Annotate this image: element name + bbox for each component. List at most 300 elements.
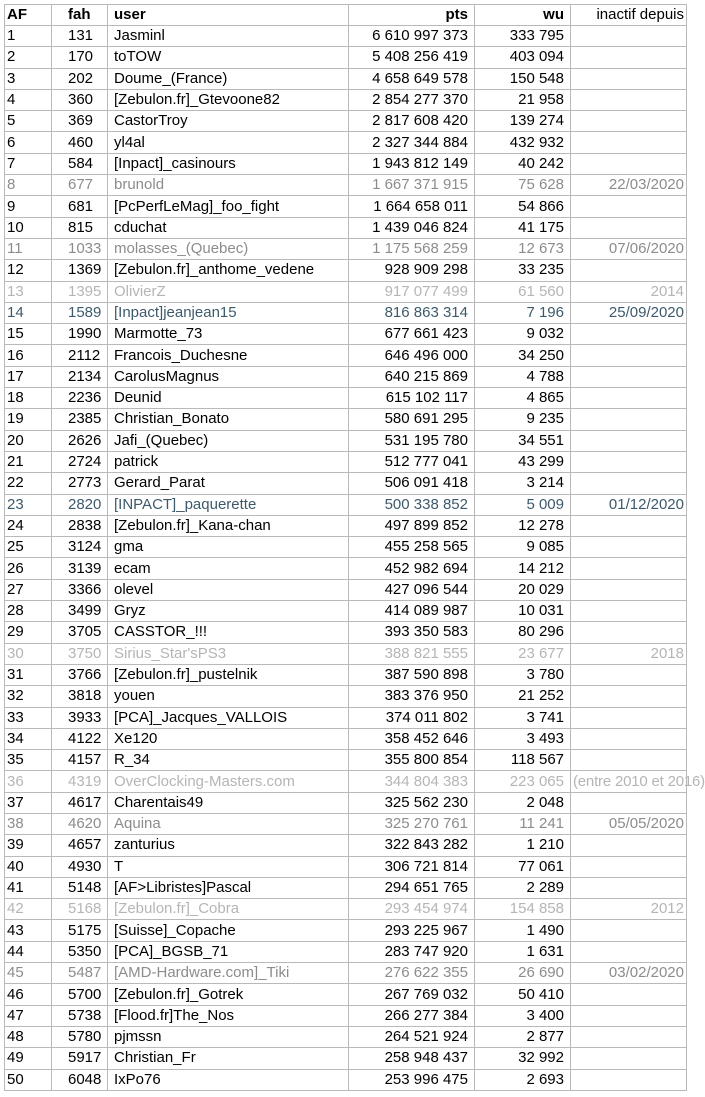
cell-af: 23 xyxy=(5,494,52,515)
cell-fah: 4620 xyxy=(52,813,108,834)
cell-wu: 75 628 xyxy=(475,175,571,196)
table-row xyxy=(5,366,687,387)
cell-wu: 139 274 xyxy=(475,111,571,132)
table-row xyxy=(5,47,687,68)
table-row xyxy=(5,473,687,494)
cell-pts: 677 661 423 xyxy=(349,324,475,345)
cell-inactive-since xyxy=(571,366,687,387)
cell-user: Jasminl xyxy=(108,26,349,47)
cell-inactive-since xyxy=(571,1069,687,1090)
cell-af: 27 xyxy=(5,579,52,600)
cell-inactive-since xyxy=(571,1048,687,1069)
cell-wu: 33 235 xyxy=(475,260,571,281)
cell-fah: 584 xyxy=(52,153,108,174)
cell-user: [PcPerfLeMag]_foo_fight xyxy=(108,196,349,217)
cell-pts: 928 909 298 xyxy=(349,260,475,281)
cell-fah: 3750 xyxy=(52,643,108,664)
cell-inactive-since xyxy=(571,196,687,217)
cell-user: Francois_Duchesne xyxy=(108,345,349,366)
cell-wu: 223 065 xyxy=(475,771,571,792)
cell-pts: 4 658 649 578 xyxy=(349,68,475,89)
table-row xyxy=(5,835,687,856)
table-header xyxy=(5,5,687,26)
cell-fah: 1395 xyxy=(52,281,108,302)
cell-user: OverClocking-Masters.com xyxy=(108,771,349,792)
cell-fah: 4930 xyxy=(52,856,108,877)
cell-fah: 4157 xyxy=(52,750,108,771)
cell-pts: 267 769 032 xyxy=(349,984,475,1005)
cell-af: 21 xyxy=(5,451,52,472)
cell-inactive-since xyxy=(571,601,687,622)
table-row xyxy=(5,750,687,771)
cell-wu: 333 795 xyxy=(475,26,571,47)
table-row xyxy=(5,388,687,409)
cell-inactive-since xyxy=(571,515,687,536)
cell-fah: 4617 xyxy=(52,792,108,813)
cell-user: Doume_(France) xyxy=(108,68,349,89)
cell-af: 42 xyxy=(5,899,52,920)
cell-fah: 2626 xyxy=(52,430,108,451)
cell-pts: 374 011 802 xyxy=(349,707,475,728)
cell-af: 4 xyxy=(5,89,52,110)
cell-user: olevel xyxy=(108,579,349,600)
cell-fah: 3124 xyxy=(52,537,108,558)
cell-pts: 306 721 814 xyxy=(349,856,475,877)
table-row xyxy=(5,494,687,515)
table-row xyxy=(5,984,687,1005)
cell-inactive-since xyxy=(571,47,687,68)
cell-pts: 2 817 608 420 xyxy=(349,111,475,132)
cell-wu: 21 958 xyxy=(475,89,571,110)
cell-inactive-since xyxy=(571,89,687,110)
cell-wu: 26 690 xyxy=(475,963,571,984)
cell-user: CastorTroy xyxy=(108,111,349,132)
cell-fah: 131 xyxy=(52,26,108,47)
cell-af: 6 xyxy=(5,132,52,153)
cell-user: [AMD-Hardware.com]_Tiki xyxy=(108,963,349,984)
cell-wu: 9 235 xyxy=(475,409,571,430)
cell-af: 31 xyxy=(5,664,52,685)
cell-user: Christian_Fr xyxy=(108,1048,349,1069)
cell-fah: 5700 xyxy=(52,984,108,1005)
cell-fah: 5738 xyxy=(52,1005,108,1026)
cell-wu: 3 214 xyxy=(475,473,571,494)
cell-user: [Zebulon.fr]_Kana-chan xyxy=(108,515,349,536)
cell-inactive-since xyxy=(571,579,687,600)
cell-pts: 383 376 950 xyxy=(349,686,475,707)
cell-inactive-since xyxy=(571,345,687,366)
cell-af: 7 xyxy=(5,153,52,174)
cell-wu: 2 693 xyxy=(475,1069,571,1090)
cell-user: patrick xyxy=(108,451,349,472)
cell-inactive-since xyxy=(571,409,687,430)
cell-fah: 3499 xyxy=(52,601,108,622)
cell-user: [PCA]_BGSB_71 xyxy=(108,941,349,962)
table-row xyxy=(5,579,687,600)
cell-user: yl4al xyxy=(108,132,349,153)
table-row xyxy=(5,792,687,813)
cell-user: Jafi_(Quebec) xyxy=(108,430,349,451)
cell-pts: 646 496 000 xyxy=(349,345,475,366)
cell-pts: 387 590 898 xyxy=(349,664,475,685)
cell-inactive-since: 07/06/2020 xyxy=(571,238,687,259)
table-row xyxy=(5,430,687,451)
cell-fah: 815 xyxy=(52,217,108,238)
cell-fah: 2385 xyxy=(52,409,108,430)
cell-wu: 3 741 xyxy=(475,707,571,728)
table-row xyxy=(5,260,687,281)
cell-wu: 61 560 xyxy=(475,281,571,302)
cell-fah: 677 xyxy=(52,175,108,196)
table-row xyxy=(5,281,687,302)
cell-pts: 358 452 646 xyxy=(349,728,475,749)
table-body xyxy=(5,26,705,1091)
cell-wu: 403 094 xyxy=(475,47,571,68)
cell-af: 9 xyxy=(5,196,52,217)
cell-wu: 54 866 xyxy=(475,196,571,217)
cell-user: brunold xyxy=(108,175,349,196)
cell-pts: 294 651 765 xyxy=(349,877,475,898)
cell-pts: 283 747 920 xyxy=(349,941,475,962)
cell-wu: 12 673 xyxy=(475,238,571,259)
cell-af: 32 xyxy=(5,686,52,707)
cell-user: Sirius_Star'sPS3 xyxy=(108,643,349,664)
cell-wu: 432 932 xyxy=(475,132,571,153)
cell-wu: 14 212 xyxy=(475,558,571,579)
table-row xyxy=(5,664,687,685)
cell-inactive-since xyxy=(571,451,687,472)
cell-wu: 9 032 xyxy=(475,324,571,345)
cell-wu: 21 252 xyxy=(475,686,571,707)
cell-af: 16 xyxy=(5,345,52,366)
cell-user: ecam xyxy=(108,558,349,579)
cell-wu: 154 858 xyxy=(475,899,571,920)
table-row xyxy=(5,238,687,259)
cell-user: zanturius xyxy=(108,835,349,856)
table-row xyxy=(5,963,687,984)
cell-inactive-since xyxy=(571,707,687,728)
cell-inactive-since: 03/02/2020 xyxy=(571,963,687,984)
cell-af: 8 xyxy=(5,175,52,196)
cell-pts: 393 350 583 xyxy=(349,622,475,643)
cell-pts: 6 610 997 373 xyxy=(349,26,475,47)
cell-af: 47 xyxy=(5,1005,52,1026)
cell-wu: 7 196 xyxy=(475,302,571,323)
cell-wu: 2 289 xyxy=(475,877,571,898)
cell-af: 44 xyxy=(5,941,52,962)
cell-fah: 5148 xyxy=(52,877,108,898)
cell-fah: 5175 xyxy=(52,920,108,941)
cell-pts: 414 089 987 xyxy=(349,601,475,622)
cell-wu: 10 031 xyxy=(475,601,571,622)
cell-user: [Inpact]_casinours xyxy=(108,153,349,174)
cell-pts: 253 996 475 xyxy=(349,1069,475,1090)
cell-wu: 80 296 xyxy=(475,622,571,643)
cell-pts: 497 899 852 xyxy=(349,515,475,536)
cell-inactive-since xyxy=(571,835,687,856)
cell-pts: 293 225 967 xyxy=(349,920,475,941)
cell-inactive-since xyxy=(571,153,687,174)
cell-fah: 3705 xyxy=(52,622,108,643)
table-row xyxy=(5,558,687,579)
cell-user: CASSTOR_!!! xyxy=(108,622,349,643)
cell-inactive-since xyxy=(571,68,687,89)
cell-inactive-since: 2018 xyxy=(571,643,687,664)
cell-user: [INPACT]_paquerette xyxy=(108,494,349,515)
cell-pts: 917 077 499 xyxy=(349,281,475,302)
cell-pts: 500 338 852 xyxy=(349,494,475,515)
cell-pts: 355 800 854 xyxy=(349,750,475,771)
cell-user: R_34 xyxy=(108,750,349,771)
cell-pts: 266 277 384 xyxy=(349,1005,475,1026)
cell-inactive-since xyxy=(571,217,687,238)
cell-pts: 455 258 565 xyxy=(349,537,475,558)
cell-user: [Inpact]jeanjean15 xyxy=(108,302,349,323)
cell-af: 19 xyxy=(5,409,52,430)
cell-fah: 1369 xyxy=(52,260,108,281)
table-row xyxy=(5,175,687,196)
cell-wu: 2 877 xyxy=(475,1026,571,1047)
cell-pts: 452 982 694 xyxy=(349,558,475,579)
cell-fah: 360 xyxy=(52,89,108,110)
cell-af: 29 xyxy=(5,622,52,643)
header-fah: fah xyxy=(52,5,108,26)
table-row xyxy=(5,345,687,366)
cell-inactive-since xyxy=(571,388,687,409)
cell-fah: 3366 xyxy=(52,579,108,600)
cell-inactive-since xyxy=(571,558,687,579)
cell-fah: 5168 xyxy=(52,899,108,920)
cell-wu: 40 242 xyxy=(475,153,571,174)
header-inactive-since: inactif depuis xyxy=(571,5,687,26)
cell-wu: 41 175 xyxy=(475,217,571,238)
cell-af: 39 xyxy=(5,835,52,856)
cell-wu: 3 400 xyxy=(475,1005,571,1026)
cell-inactive-since: 22/03/2020 xyxy=(571,175,687,196)
cell-wu: 12 278 xyxy=(475,515,571,536)
cell-af: 3 xyxy=(5,68,52,89)
cell-pts: 640 215 869 xyxy=(349,366,475,387)
cell-inactive-since xyxy=(571,324,687,345)
cell-wu: 1 490 xyxy=(475,920,571,941)
cell-af: 25 xyxy=(5,537,52,558)
cell-inactive-since xyxy=(571,111,687,132)
table-row xyxy=(5,196,687,217)
table-row xyxy=(5,111,687,132)
cell-user: [Zebulon.fr]_Gtevoone82 xyxy=(108,89,349,110)
cell-af: 48 xyxy=(5,1026,52,1047)
cell-af: 17 xyxy=(5,366,52,387)
cell-user: Deunid xyxy=(108,388,349,409)
cell-pts: 580 691 295 xyxy=(349,409,475,430)
cell-user: OlivierZ xyxy=(108,281,349,302)
cell-wu: 77 061 xyxy=(475,856,571,877)
cell-fah: 1990 xyxy=(52,324,108,345)
ranking-table xyxy=(4,4,705,1091)
table-row xyxy=(5,601,687,622)
cell-user: cduchat xyxy=(108,217,349,238)
cell-af: 2 xyxy=(5,47,52,68)
cell-pts: 1 439 046 824 xyxy=(349,217,475,238)
cell-pts: 2 327 344 884 xyxy=(349,132,475,153)
cell-pts: 1 667 371 915 xyxy=(349,175,475,196)
cell-wu: 32 992 xyxy=(475,1048,571,1069)
cell-pts: 5 408 256 419 xyxy=(349,47,475,68)
cell-user: Gerard_Parat xyxy=(108,473,349,494)
table-row xyxy=(5,89,687,110)
cell-fah: 3766 xyxy=(52,664,108,685)
cell-inactive-since xyxy=(571,132,687,153)
cell-user: molasses_(Quebec) xyxy=(108,238,349,259)
cell-af: 37 xyxy=(5,792,52,813)
cell-fah: 3933 xyxy=(52,707,108,728)
cell-user: toTOW xyxy=(108,47,349,68)
table-row xyxy=(5,132,687,153)
table-row xyxy=(5,515,687,536)
header-af: AF xyxy=(5,5,52,26)
table-row xyxy=(5,153,687,174)
cell-wu: 23 677 xyxy=(475,643,571,664)
cell-fah: 2724 xyxy=(52,451,108,472)
cell-inactive-since xyxy=(571,686,687,707)
cell-pts: 512 777 041 xyxy=(349,451,475,472)
table-row xyxy=(5,537,687,558)
cell-fah: 5350 xyxy=(52,941,108,962)
cell-af: 30 xyxy=(5,643,52,664)
header-user: user xyxy=(108,5,349,26)
cell-wu: 3 493 xyxy=(475,728,571,749)
cell-fah: 202 xyxy=(52,68,108,89)
cell-fah: 2236 xyxy=(52,388,108,409)
cell-af: 13 xyxy=(5,281,52,302)
cell-user: Marmotte_73 xyxy=(108,324,349,345)
cell-inactive-since: 25/09/2020 xyxy=(571,302,687,323)
table-row xyxy=(5,217,687,238)
table-row xyxy=(5,856,687,877)
header-wu: wu xyxy=(475,5,571,26)
cell-af: 49 xyxy=(5,1048,52,1069)
cell-wu: 50 410 xyxy=(475,984,571,1005)
cell-af: 35 xyxy=(5,750,52,771)
cell-af: 11 xyxy=(5,238,52,259)
cell-wu: 4 865 xyxy=(475,388,571,409)
cell-fah: 2773 xyxy=(52,473,108,494)
table-row xyxy=(5,622,687,643)
cell-pts: 2 854 277 370 xyxy=(349,89,475,110)
cell-inactive-since: 2014 xyxy=(571,281,687,302)
cell-wu: 34 551 xyxy=(475,430,571,451)
table-row xyxy=(5,707,687,728)
cell-wu: 20 029 xyxy=(475,579,571,600)
cell-inactive-since xyxy=(571,26,687,47)
table-row xyxy=(5,451,687,472)
cell-fah: 5917 xyxy=(52,1048,108,1069)
cell-af: 45 xyxy=(5,963,52,984)
cell-pts: 344 804 383 xyxy=(349,771,475,792)
cell-wu: 9 085 xyxy=(475,537,571,558)
cell-af: 41 xyxy=(5,877,52,898)
cell-fah: 1033 xyxy=(52,238,108,259)
cell-inactive-since xyxy=(571,622,687,643)
cell-wu: 4 788 xyxy=(475,366,571,387)
cell-user: IxPo76 xyxy=(108,1069,349,1090)
cell-af: 22 xyxy=(5,473,52,494)
table-row xyxy=(5,1048,687,1069)
cell-user: [Zebulon.fr]_Cobra xyxy=(108,899,349,920)
cell-user: Christian_Bonato xyxy=(108,409,349,430)
table-row xyxy=(5,941,687,962)
cell-inactive-since xyxy=(571,984,687,1005)
cell-inactive-since xyxy=(571,728,687,749)
cell-user: CarolusMagnus xyxy=(108,366,349,387)
table-row xyxy=(5,302,687,323)
cell-inactive-since xyxy=(571,792,687,813)
table-row xyxy=(5,877,687,898)
cell-inactive-since xyxy=(571,664,687,685)
table-row xyxy=(5,728,687,749)
cell-fah: 4657 xyxy=(52,835,108,856)
cell-user: Gryz xyxy=(108,601,349,622)
cell-af: 38 xyxy=(5,813,52,834)
cell-inactive-since xyxy=(571,1026,687,1047)
cell-fah: 369 xyxy=(52,111,108,132)
cell-pts: 615 102 117 xyxy=(349,388,475,409)
cell-fah: 1589 xyxy=(52,302,108,323)
cell-af: 20 xyxy=(5,430,52,451)
cell-user: Charentais49 xyxy=(108,792,349,813)
cell-af: 12 xyxy=(5,260,52,281)
cell-fah: 2134 xyxy=(52,366,108,387)
cell-af: 40 xyxy=(5,856,52,877)
cell-pts: 506 091 418 xyxy=(349,473,475,494)
cell-fah: 170 xyxy=(52,47,108,68)
cell-pts: 1 175 568 259 xyxy=(349,238,475,259)
cell-af: 15 xyxy=(5,324,52,345)
table-row xyxy=(5,68,687,89)
cell-user: [Zebulon.fr]_Gotrek xyxy=(108,984,349,1005)
cell-pts: 531 195 780 xyxy=(349,430,475,451)
cell-inactive-since xyxy=(571,750,687,771)
cell-af: 24 xyxy=(5,515,52,536)
cell-inactive-since xyxy=(571,877,687,898)
table-row xyxy=(5,324,687,345)
cell-pts: 293 454 974 xyxy=(349,899,475,920)
cell-inactive-since: 05/05/2020 xyxy=(571,813,687,834)
cell-pts: 427 096 544 xyxy=(349,579,475,600)
cell-user: T xyxy=(108,856,349,877)
cell-fah: 4122 xyxy=(52,728,108,749)
cell-user: [Flood.fr]The_Nos xyxy=(108,1005,349,1026)
table-row xyxy=(5,771,687,792)
cell-wu: 1 210 xyxy=(475,835,571,856)
cell-pts: 388 821 555 xyxy=(349,643,475,664)
cell-af: 14 xyxy=(5,302,52,323)
cell-inactive-since xyxy=(571,260,687,281)
cell-pts: 264 521 924 xyxy=(349,1026,475,1047)
cell-af: 28 xyxy=(5,601,52,622)
cell-wu: 43 299 xyxy=(475,451,571,472)
cell-inactive-since: (entre 2010 et 2016) xyxy=(571,771,687,792)
cell-pts: 276 622 355 xyxy=(349,963,475,984)
cell-wu: 1 631 xyxy=(475,941,571,962)
cell-wu: 150 548 xyxy=(475,68,571,89)
table-row xyxy=(5,920,687,941)
cell-fah: 2112 xyxy=(52,345,108,366)
cell-inactive-since xyxy=(571,1005,687,1026)
table-row xyxy=(5,409,687,430)
cell-af: 5 xyxy=(5,111,52,132)
cell-user: [Suisse]_Copache xyxy=(108,920,349,941)
